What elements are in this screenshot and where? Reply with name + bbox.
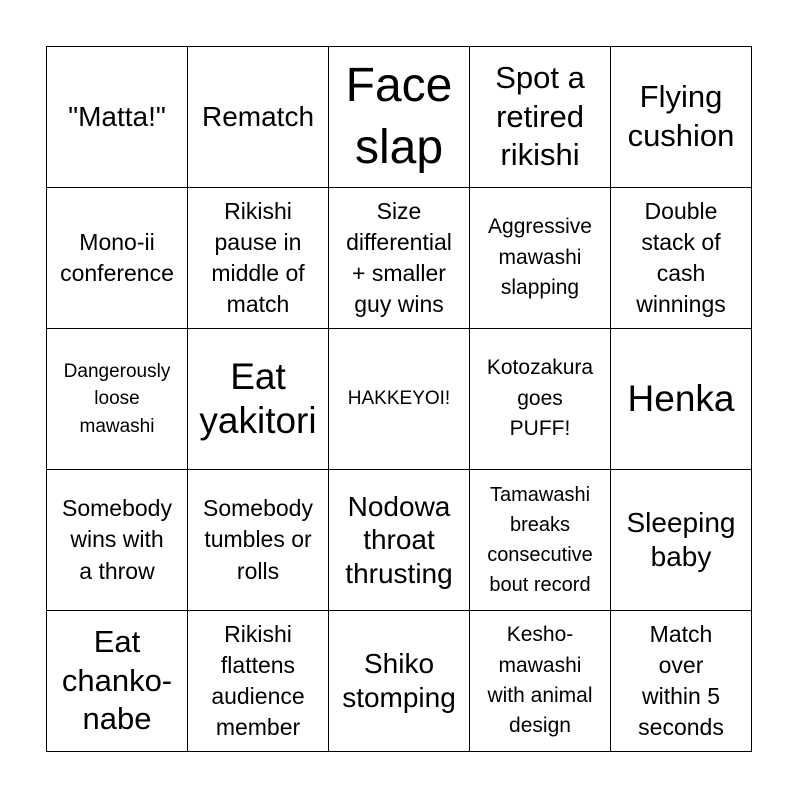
bingo-cell[interactable]: HAKKEYOI! [329, 329, 470, 470]
bingo-cell[interactable]: Flying cushion [611, 47, 752, 188]
bingo-cell[interactable]: Aggressive mawashi slapping [470, 188, 611, 329]
bingo-cell[interactable]: Sleeping baby [611, 470, 752, 611]
bingo-cell[interactable]: Spot a retired rikishi [470, 47, 611, 188]
bingo-cell[interactable]: Face slap [329, 47, 470, 188]
bingo-cell[interactable]: Shiko stomping [329, 611, 470, 752]
bingo-cell[interactable]: Somebody wins with a throw [47, 470, 188, 611]
bingo-cell[interactable]: Kotozakura goes PUFF! [470, 329, 611, 470]
bingo-cell[interactable]: "Matta!" [47, 47, 188, 188]
bingo-cell[interactable]: Eat chanko- nabe [47, 611, 188, 752]
bingo-cell[interactable]: Rikishi pause in middle of match [188, 188, 329, 329]
bingo-cell[interactable]: Tamawashi breaks consecutive bout record [470, 470, 611, 611]
bingo-cell[interactable]: Eat yakitori [188, 329, 329, 470]
bingo-cell[interactable]: Henka [611, 329, 752, 470]
bingo-cell[interactable]: Nodowa throat thrusting [329, 470, 470, 611]
bingo-board [46, 46, 752, 752]
bingo-cell[interactable]: Mono-ii conference [47, 188, 188, 329]
bingo-cell[interactable]: Somebody tumbles or rolls [188, 470, 329, 611]
bingo-cell[interactable]: Kesho- mawashi with animal design [470, 611, 611, 752]
bingo-cell[interactable]: Rematch [188, 47, 329, 188]
bingo-cell[interactable]: Match over within 5 seconds [611, 611, 752, 752]
bingo-cell[interactable]: Size differential + smaller guy wins [329, 188, 470, 329]
bingo-cell[interactable]: Double stack of cash winnings [611, 188, 752, 329]
bingo-cell[interactable]: Rikishi flattens audience member [188, 611, 329, 752]
bingo-cell[interactable]: Dangerously loose mawashi [47, 329, 188, 470]
